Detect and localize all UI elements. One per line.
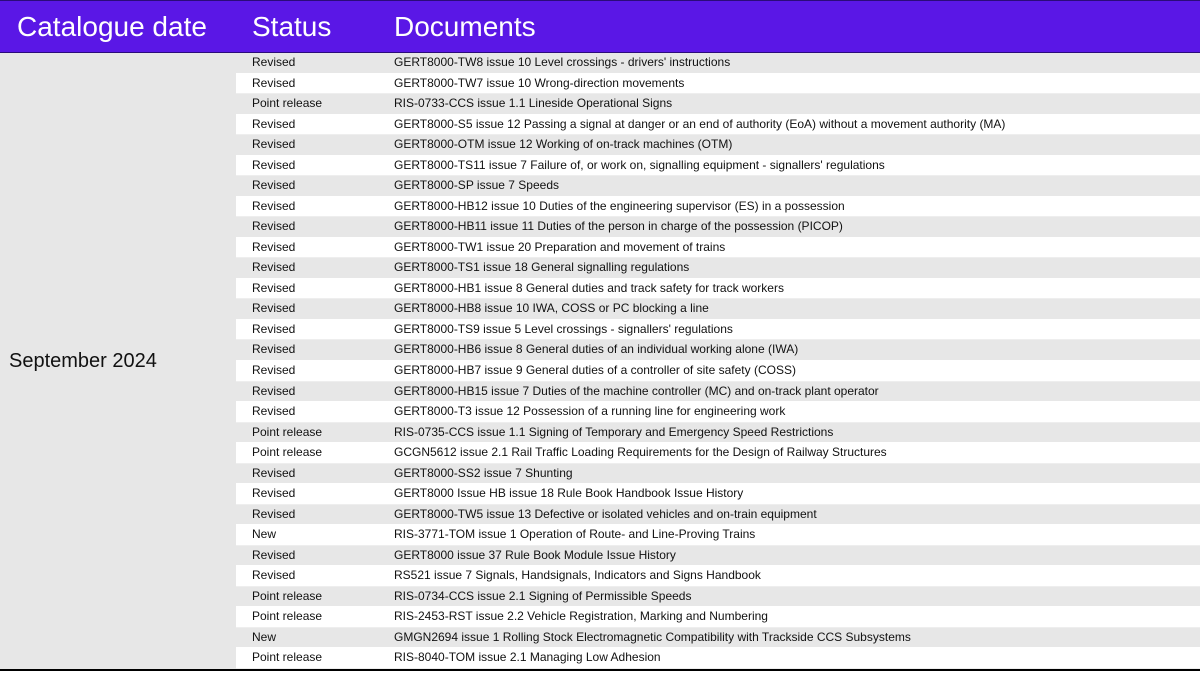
table-row <box>236 176 1200 197</box>
row-status: Revised <box>252 137 296 152</box>
row-document: RIS-0735-CCS issue 1.1 Signing of Temporary and Emergency Speed Restrictions <box>394 424 834 439</box>
row-document: GERT8000-SP issue 7 Speeds <box>394 178 559 193</box>
row-status: Revised <box>252 568 296 583</box>
row-status: Point release <box>252 96 323 111</box>
table-row <box>236 258 1200 279</box>
table-row <box>236 94 1200 115</box>
row-document: GERT8000 Issue HB issue 18 Rule Book Handbook Issue History <box>394 486 744 501</box>
table-bottom-border <box>0 669 1200 671</box>
row-document: GERT8000-HB7 issue 9 General duties of a controller of site safety (COSS) <box>394 363 796 377</box>
table-row <box>236 299 1200 320</box>
row-status: Revised <box>252 239 296 254</box>
row-status: Revised <box>252 383 296 398</box>
row-status: Revised <box>252 486 296 501</box>
table-row <box>236 402 1200 423</box>
row-status: Revised <box>252 342 296 357</box>
row-status: Point release <box>252 650 323 665</box>
table-row <box>236 217 1200 238</box>
row-document: RIS-8040-TOM issue 2.1 Managing Low Adhesion <box>394 650 661 665</box>
table-row <box>236 525 1200 546</box>
row-status: New <box>252 527 277 542</box>
table-row <box>236 628 1200 649</box>
row-document: RS521 issue 7 Signals, Handsignals, Indicators and Signs Handbook <box>394 568 761 583</box>
table-row <box>236 74 1200 95</box>
catalogue-date-cell <box>0 53 236 669</box>
row-document: GERT8000-TS1 issue 18 General signalling regulations <box>394 260 690 275</box>
row-status: Revised <box>252 198 296 213</box>
row-document: RIS-0734-CCS issue 2.1 Signing of Permissible Speeds <box>394 588 692 603</box>
row-document: GMGN2694 issue 1 Rolling Stock Electromagnetic Compatibility with Trackside CCS Subsystems <box>394 629 911 644</box>
row-status: Point release <box>252 588 323 603</box>
row-status: Revised <box>252 404 296 419</box>
row-document: GERT8000-TS11 issue 7 Failure of, or work on, signalling equipment - signallers' regulations <box>394 157 885 172</box>
row-document: GERT8000-OTM issue 12 Working of on-track machines (OTM) <box>394 137 733 152</box>
row-document: GERT8000-TW5 issue 13 Defective or isolated vehicles and on-train equipment <box>394 506 817 521</box>
row-document: GERT8000-T3 issue 12 Possession of a running line for engineering work <box>394 404 786 419</box>
row-status: Revised <box>252 363 296 377</box>
row-document: GERT8000-SS2 issue 7 Shunting <box>394 465 573 480</box>
table-row <box>236 566 1200 587</box>
row-document: GERT8000 issue 37 Rule Book Module Issue History <box>394 547 676 562</box>
table-row <box>236 546 1200 567</box>
table-row <box>236 320 1200 341</box>
row-status: Point release <box>252 445 323 460</box>
column-header-documents: Documents <box>394 11 536 42</box>
row-status: Revised <box>252 157 296 172</box>
table-row <box>236 505 1200 526</box>
row-document: GERT8000-TW8 issue 10 Level crossings - drivers' instructions <box>394 55 731 69</box>
row-status: Revised <box>252 301 296 316</box>
row-status: Point release <box>252 609 323 624</box>
table-row <box>236 135 1200 156</box>
row-status: Revised <box>252 280 296 295</box>
table-row <box>236 279 1200 300</box>
column-header-catalogue-date: Catalogue date <box>17 11 207 42</box>
row-status: Revised <box>252 75 296 90</box>
table-row <box>236 464 1200 485</box>
table-row <box>236 156 1200 177</box>
row-status: Revised <box>252 178 296 193</box>
row-document: RIS-3771-TOM issue 1 Operation of Route- and Line-Proving Trains <box>394 527 756 542</box>
column-header-status: Status <box>252 11 332 42</box>
row-status: Revised <box>252 219 296 234</box>
row-document: GERT8000-HB11 issue 11 Duties of the person in charge of the possession (PICOP) <box>394 219 843 234</box>
table-row <box>236 484 1200 505</box>
row-document: GERT8000-TW7 issue 10 Wrong-direction movements <box>394 75 685 90</box>
table-row <box>236 115 1200 136</box>
row-document: GERT8000-TS9 issue 5 Level crossings - signallers' regulations <box>394 321 733 336</box>
row-status: Point release <box>252 424 323 439</box>
table-body <box>236 53 1200 669</box>
row-document: GERT8000-HB6 issue 8 General duties of an individual working alone (IWA) <box>394 342 799 357</box>
table-row <box>236 443 1200 464</box>
table-row <box>236 197 1200 218</box>
row-status: Revised <box>252 116 296 131</box>
row-document: GCGN5612 issue 2.1 Rail Traffic Loading Requirements for the Design of Railway Structures <box>394 445 887 460</box>
row-status: Revised <box>252 465 296 480</box>
table-row <box>236 238 1200 259</box>
table-row <box>236 340 1200 361</box>
row-document: GERT8000-TW1 issue 20 Preparation and movement of trains <box>394 239 726 254</box>
row-document: GERT8000-HB12 issue 10 Duties of the engineering supervisor (ES) in a possession <box>394 198 845 213</box>
table-row <box>236 382 1200 403</box>
table-row <box>236 648 1200 669</box>
row-document: GERT8000-S5 issue 12 Passing a signal at danger or an end of authority (EoA) without a movement authority (MA) <box>394 116 1006 131</box>
row-document: RIS-2453-RST issue 2.2 Vehicle Registration, Marking and Numbering <box>394 609 768 624</box>
row-status: New <box>252 629 277 644</box>
row-status: Revised <box>252 55 296 69</box>
table-row <box>236 607 1200 628</box>
row-document: RIS-0733-CCS issue 1.1 Lineside Operational Signs <box>394 96 673 111</box>
row-document: GERT8000-HB8 issue 10 IWA, COSS or PC blocking a line <box>394 301 709 316</box>
row-document: GERT8000-HB1 issue 8 General duties and track safety for track workers <box>394 280 784 295</box>
table-header <box>0 0 1200 53</box>
row-status: Revised <box>252 547 296 562</box>
table-row <box>236 423 1200 444</box>
row-document: GERT8000-HB15 issue 7 Duties of the machine controller (MC) and on-track plant operator <box>394 383 879 398</box>
row-status: Revised <box>252 506 296 521</box>
row-status: Revised <box>252 321 296 336</box>
row-status: Revised <box>252 260 296 275</box>
table-row <box>236 361 1200 382</box>
table-row <box>236 53 1200 74</box>
catalogue-date-value: September 2024 <box>9 349 157 372</box>
table-row <box>236 587 1200 608</box>
